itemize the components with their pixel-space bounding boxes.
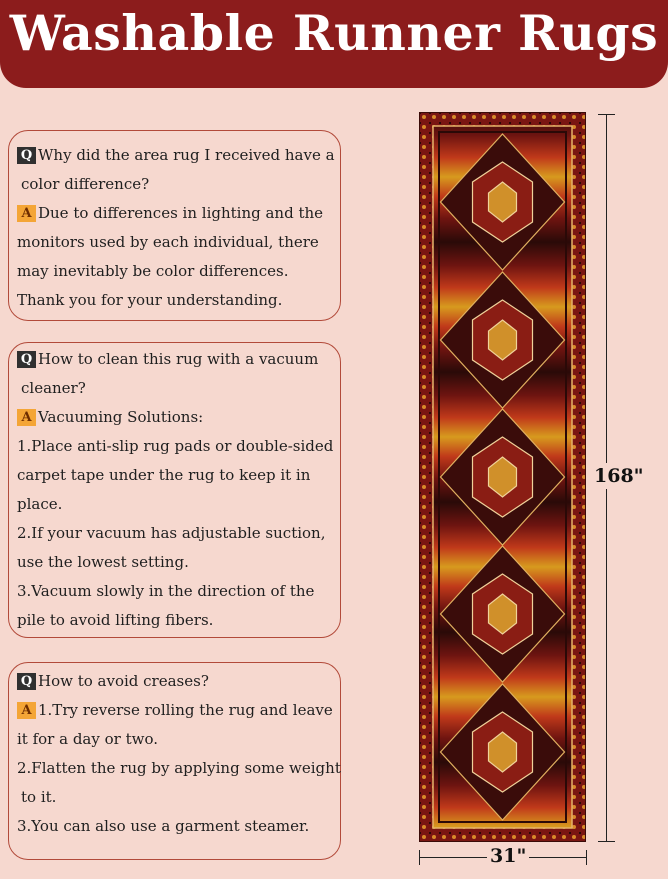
answer-line: use the lowest setting. (17, 553, 189, 571)
question-line: Q How to avoid creases? (17, 671, 209, 691)
question-badge: Q (17, 351, 36, 368)
question-badge: Q (17, 147, 36, 164)
faq-card-creases (8, 662, 341, 860)
answer-badge: A (17, 702, 36, 719)
runner-rug-image (419, 112, 586, 842)
answer-line: A Due to differences in lighting and the (17, 203, 323, 223)
answer-line: 2.If your vacuum has adjustable suction, (17, 524, 326, 542)
answer-badge: A (17, 409, 36, 426)
length-dimension-label: 168" (594, 465, 644, 487)
answer-line: 3.Vacuum slowly in the direction of the (17, 582, 315, 600)
page-title: Washable Runner Rugs (9, 4, 659, 62)
width-dimension-label: 31" (487, 845, 529, 867)
question-line: cleaner? (21, 379, 86, 397)
faq-card-vacuum-cleaning (8, 342, 341, 638)
answer-line: A 1.Try reverse rolling the rug and leave (17, 700, 333, 720)
answer-line: place. (17, 495, 63, 513)
answer-badge: A (17, 205, 36, 222)
answer-line: it for a day or two. (17, 730, 158, 748)
answer-line: may inevitably be color differences. (17, 262, 289, 280)
answer-line: to it. (21, 788, 57, 806)
length-dimension-cap-bottom (598, 841, 615, 842)
title-banner (0, 0, 668, 88)
question-line: Q Why did the area rug I received have a (17, 145, 335, 165)
faq-card-color-difference (8, 130, 341, 321)
width-dimension-cap-left (419, 850, 420, 865)
answer-line: 3.You can also use a garment steamer. (17, 817, 310, 835)
answer-line: Thank you for your understanding. (17, 291, 283, 309)
answer-line: monitors used by each individual, there (17, 233, 319, 251)
question-line: Q How to clean this rug with a vacuum (17, 349, 318, 369)
length-dimension-cap-top (598, 114, 615, 115)
answer-line: 2.Flatten the rug by applying some weight (17, 759, 341, 777)
question-line: color difference? (21, 175, 150, 193)
question-badge: Q (17, 673, 36, 690)
answer-line: A Vacuuming Solutions: (17, 407, 203, 427)
answer-line: pile to avoid lifting fibers. (17, 611, 214, 629)
width-dimension-cap-right (586, 850, 587, 865)
answer-line: carpet tape under the rug to keep it in (17, 466, 311, 484)
answer-line: 1.Place anti-slip rug pads or double-sided (17, 437, 334, 455)
